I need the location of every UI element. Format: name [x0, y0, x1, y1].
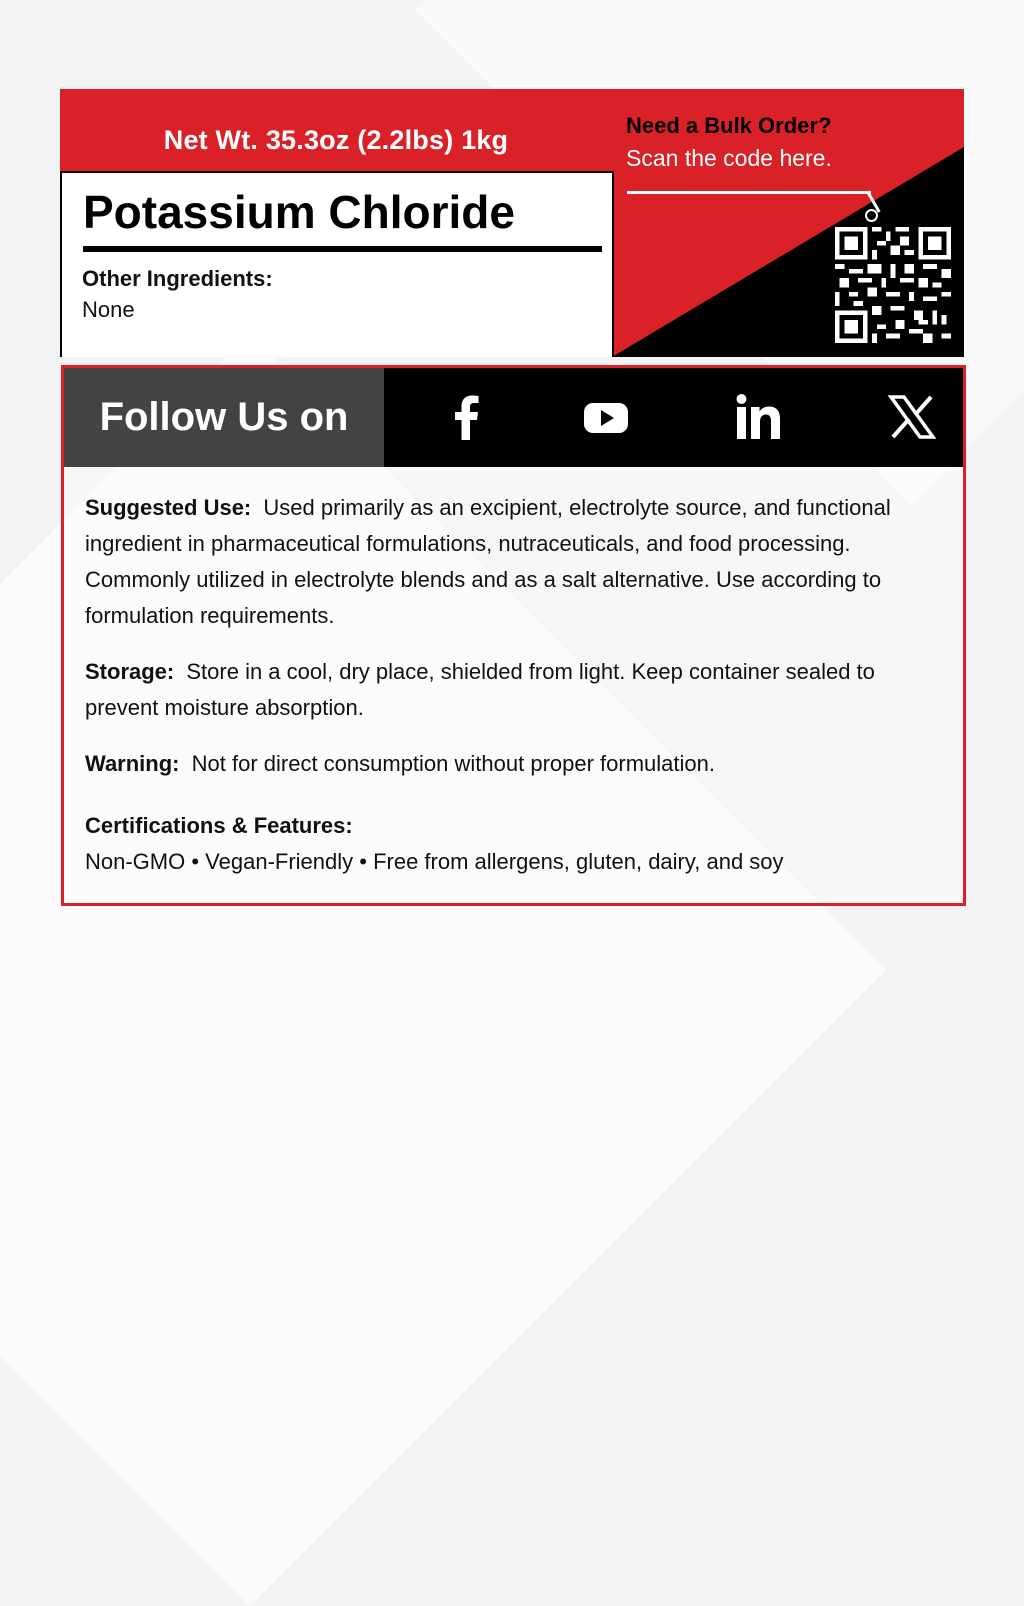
certifications-text: Non-GMO • Vegan-Friendly • Free from allergens, gluten, dairy, and soy — [85, 849, 784, 874]
leader-dot — [865, 209, 878, 222]
certifications-label: Certifications & Features: — [85, 813, 353, 838]
storage-section — [85, 654, 945, 726]
warning-section — [85, 746, 945, 782]
bulk-order-title: Need a Bulk Order? — [626, 113, 832, 138]
leader-line — [627, 191, 871, 194]
net-weight: Net Wt. 35.3oz (2.2lbs) 1kg — [163, 125, 509, 155]
product-name-box — [60, 171, 614, 357]
suggested-use-section — [85, 490, 945, 634]
product-name: Potassium Chloride — [83, 186, 515, 238]
other-ingredients-value: None — [82, 297, 135, 322]
storage-label: Storage: — [85, 659, 175, 684]
follow-us-label: Follow Us on — [64, 368, 384, 467]
linkedin-icon[interactable] — [734, 392, 784, 442]
x-icon[interactable] — [887, 392, 937, 442]
suggested-use-label: Suggested Use: — [85, 495, 252, 520]
facebook-icon[interactable] — [442, 392, 492, 442]
youtube-icon[interactable] — [581, 392, 631, 442]
certifications-section — [85, 808, 945, 880]
info-panel — [61, 365, 966, 906]
product-info — [85, 490, 945, 900]
product-label-header — [60, 89, 964, 357]
warning-label: Warning: — [85, 751, 180, 776]
storage-text: Store in a cool, dry place, shielded from light. Keep container sealed to prevent moisture absorption. — [85, 659, 875, 720]
social-bar — [64, 368, 963, 467]
qr-code-icon[interactable] — [835, 227, 951, 343]
suggested-use-text: Used primarily as an excipient, electrolyte source, and functional ingredient in pharmaceutical formulations, nutraceuticals, and food processing. Commonly utilized in electrolyte blends and as a salt alternative. Use according to formulation requirements. — [85, 495, 891, 628]
warning-text: Not for direct consumption without proper formulation. — [191, 751, 715, 776]
bulk-order-subtitle: Scan the code here. — [626, 145, 832, 171]
other-ingredients-label: Other Ingredients: — [82, 266, 273, 291]
divider — [83, 246, 602, 252]
